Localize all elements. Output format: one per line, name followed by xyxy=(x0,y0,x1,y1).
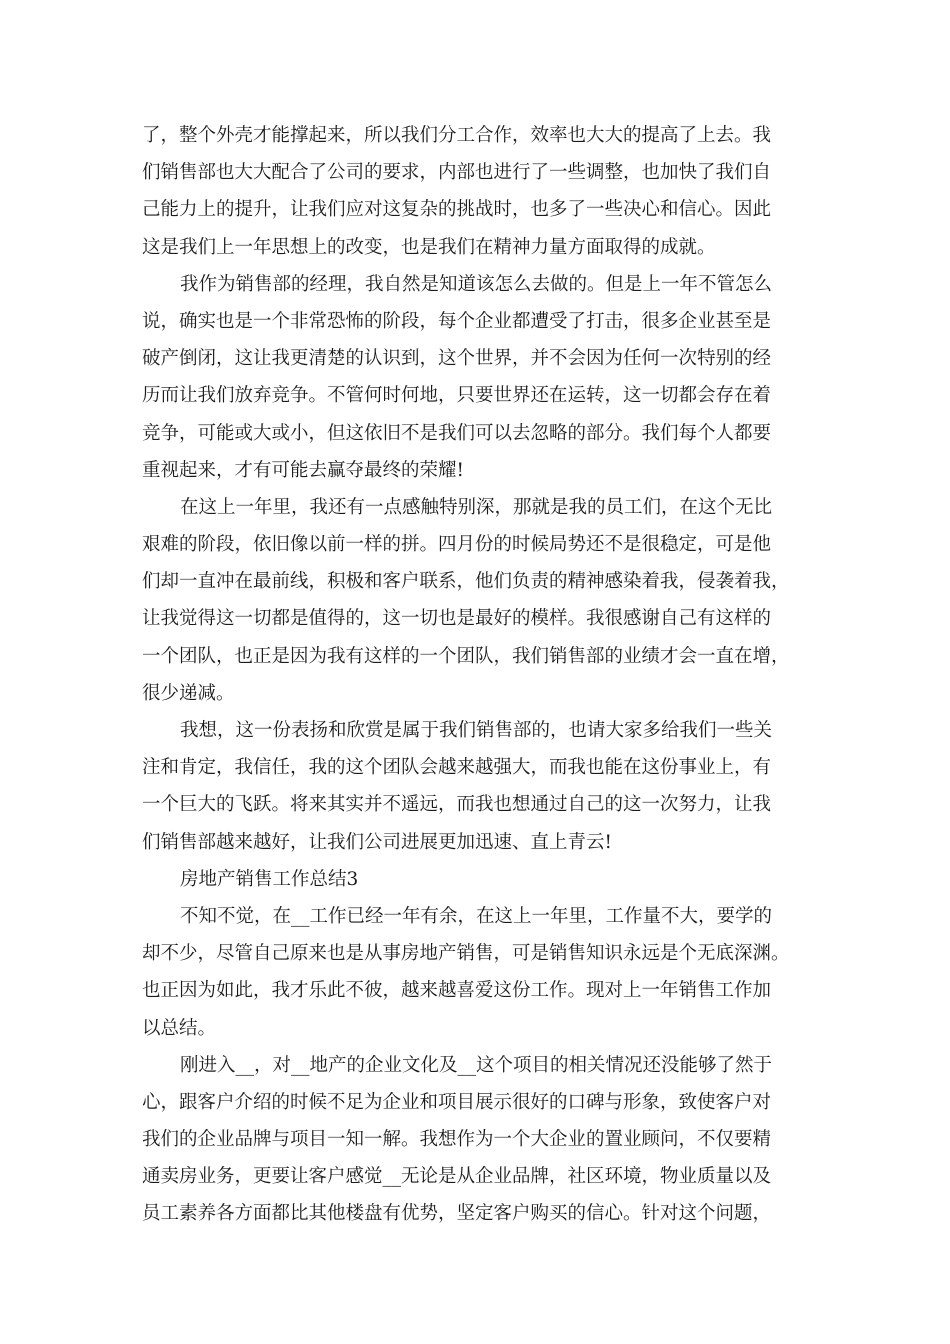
text-line: 也正因为如此，我才乐此不彼，越来越喜爱这份工作。现对上一年销售工作加 xyxy=(142,980,772,1002)
text-line: 不知不觉，在__工作已经一年有余，在这上一年里，工作量不大，要学的 xyxy=(180,905,773,927)
text-line: 一个团队，也正是因为我有这样的一个团队，我们销售部的业绩才会一直在增， xyxy=(142,645,790,667)
text-line: 艰难的阶段，依旧像以前一样的拼。四月份的时候局势还不是很稳定，可是他 xyxy=(142,534,772,556)
text-line: 让我觉得这一切都是值得的，这一切也是最好的模样。我很感谢自己有这样的 xyxy=(142,608,772,630)
text-line: 房地产销售工作总结3 xyxy=(180,868,359,890)
text-line: 己能力上的提升，让我们应对这复杂的挑战时，也多了一些决心和信心。因此 xyxy=(142,199,772,221)
text-line: 说，确实也是一个非常恐怖的阶段，每个企业都遭受了打击，很多企业甚至是 xyxy=(142,310,772,332)
text-line: 我们的企业品牌与项目一知一解。我想作为一个大企业的置业顾问，不仅要精 xyxy=(142,1129,772,1151)
text-line: 破产倒闭，这让我更清楚的认识到，这个世界，并不会因为任何一次特别的经 xyxy=(142,348,772,370)
text-line: 了，整个外壳才能撑起来，所以我们分工合作，效率也大大的提高了上去。我 xyxy=(142,125,772,146)
text-line: 以总结。 xyxy=(142,1017,217,1039)
text-line: 注和肯定，我信任，我的这个团队会越来越强大，而我也能在这份事业上，有 xyxy=(142,757,772,779)
document-body xyxy=(142,117,812,1233)
text-line: 通卖房业务，更要让客户感觉__无论是从企业品牌，社区环境，物业质量以及 xyxy=(142,1166,772,1188)
text-line: 我作为销售部的经理，我自然是知道该怎么去做的。但是上一年不管怎么 xyxy=(180,273,773,295)
text-line: 却不少，尽管自己原来也是从事房地产销售，可是销售知识永远是个无底深渊。 xyxy=(142,943,790,965)
text-line: 们却一直冲在最前线，积极和客户联系，他们负责的精神感染着我，侵袭着我， xyxy=(142,571,790,593)
text-line: 在这上一年里，我还有一点感触特别深，那就是我的员工们，在这个无比 xyxy=(180,496,773,518)
text-line: 我想，这一份表扬和欣赏是属于我们销售部的，也请大家多给我们一些关 xyxy=(180,720,773,741)
text-line: 竞争，可能或大或小，但这依旧不是我们可以去忽略的部分。我们每个人都要 xyxy=(142,422,772,444)
text-line: 心，跟客户介绍的时候不足为企业和项目展示很好的口碑与形象，致使客户对 xyxy=(142,1091,772,1113)
text-line: 刚进入__，对__地产的企业文化及__这个项目的相关情况还没能够了然于 xyxy=(180,1054,773,1076)
text-line: 这是我们上一年思想上的改变，也是我们在精神力量方面取得的成就。 xyxy=(142,236,716,258)
text-line: 员工素养各方面都比其他楼盘有优势，坚定客户购买的信心。针对这个问题， xyxy=(142,1203,772,1225)
text-line: 们销售部越来越好，让我们公司进展更加迅速、直上青云! xyxy=(142,831,612,853)
text-line: 一个巨大的飞跃。将来其实并不遥远，而我也想通过自己的这一次努力，让我 xyxy=(142,794,772,816)
text-line: 历而让我们放弃竞争。不管何时何地，只要世界还在运转，这一切都会存在着 xyxy=(142,385,772,407)
text-line: 重视起来，才有可能去赢夺最终的荣耀! xyxy=(142,459,464,481)
text-line: 们销售部也大大配合了公司的要求，内部也进行了一些调整，也加快了我们自 xyxy=(142,162,772,184)
text-line: 很少递减。 xyxy=(142,682,235,704)
